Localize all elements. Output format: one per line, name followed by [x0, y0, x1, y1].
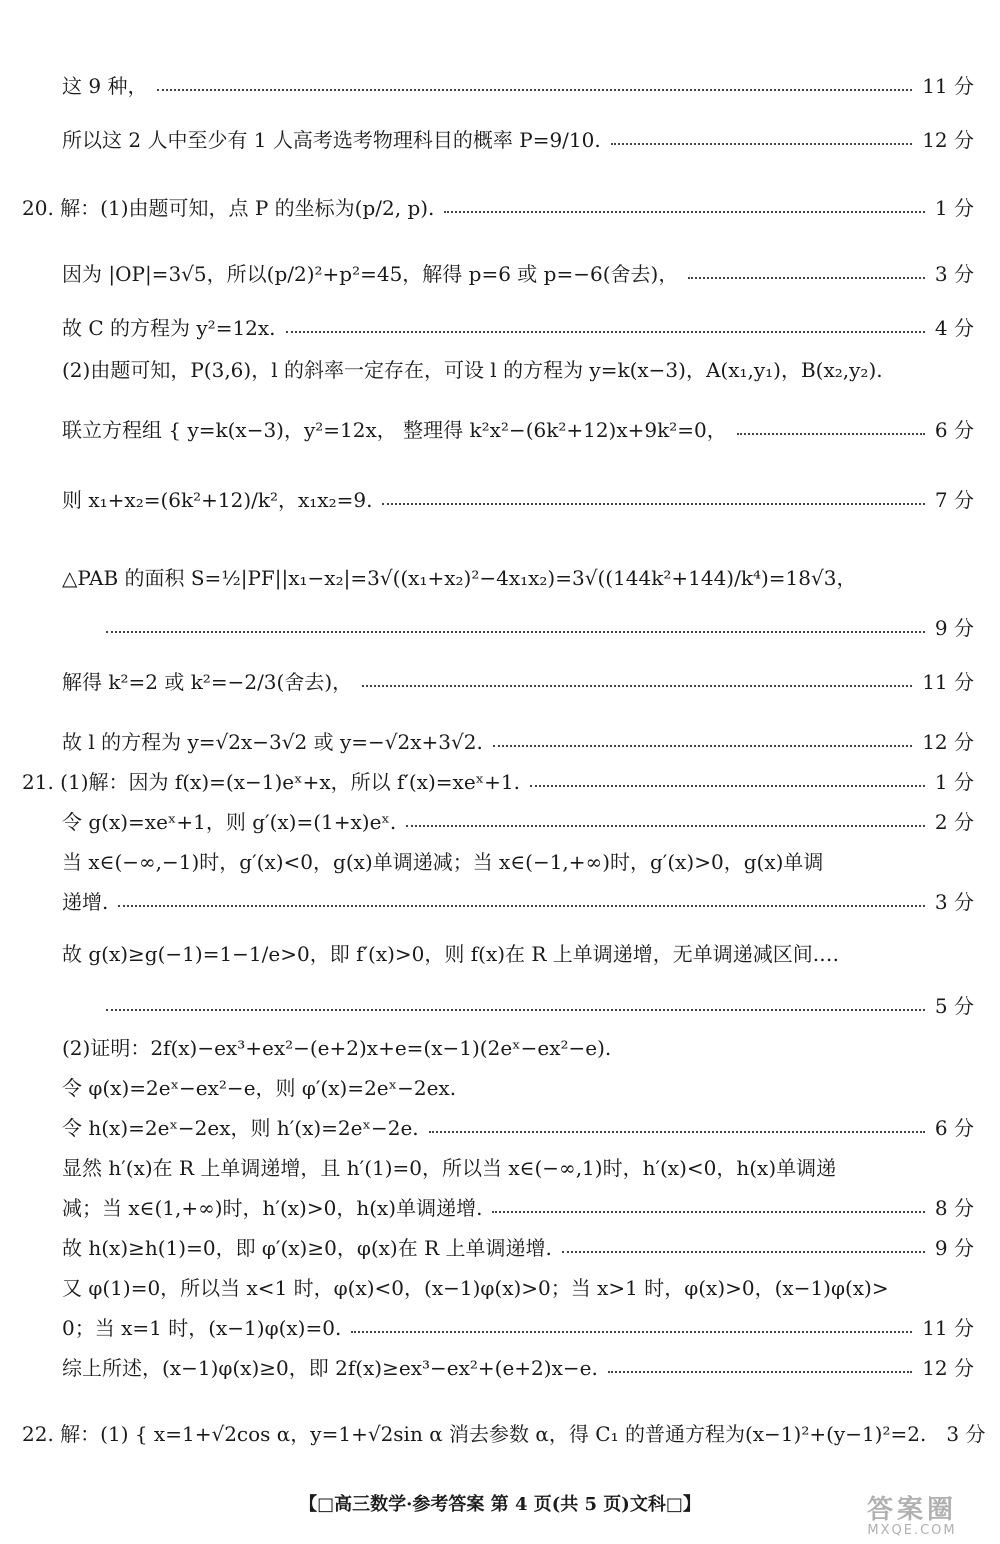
score: 1 分 [934, 196, 974, 220]
solution-line-7: 联立方程组 { y=k(x−3)，y²=12x， 整理得 k²x²−(6k²+12)x+9k²=0， 6 分 [62, 418, 974, 442]
score: 3 分 [934, 262, 974, 286]
solution-line-24: 故 h(x)≥h(1)=0，即 φ′(x)≥0，φ(x)在 R 上单调递增. 9 分 [62, 1236, 974, 1260]
solution-line-4: 因为 |OP|=3√5，所以(p/2)²+p²=45，解得 p=6 或 p=−6(舍去)， 3 分 [62, 262, 974, 286]
solution-line-9: △PAB 的面积 S=½|PF||x₁−x₂|=3√((x₁+x₂)²−4x₁x₂)=3√((144k²+144)/k⁴)=18√3， [62, 566, 857, 590]
score: 11 分 [922, 670, 974, 694]
solution-line-20: 令 φ(x)=2eˣ−ex²−e，则 φ′(x)=2eˣ−2ex. [62, 1076, 457, 1100]
solution-line-14: 令 g(x)=xeˣ+1，则 g′(x)=(1+x)eˣ. 2 分 [62, 810, 974, 834]
score: 5 分 [934, 994, 974, 1018]
solution-line-13: 21. (1)解：因为 f(x)=(x−1)eˣ+x，所以 f′(x)=xeˣ+1. 1 分 [22, 770, 974, 794]
score: 12 分 [922, 128, 974, 152]
score: 9 分 [934, 1236, 974, 1260]
score: 7 分 [934, 488, 974, 512]
score: 6 分 [934, 1116, 974, 1140]
score: 12 分 [922, 730, 974, 754]
solution-line-23: 减；当 x∈(1,+∞)时，h′(x)>0，h(x)单调递增. 8 分 [62, 1196, 974, 1220]
solution-line-27: 综上所述，(x−1)φ(x)≥0，即 2f(x)≥ex³−ex²+(e+2)x−e. 12 分 [62, 1356, 974, 1380]
solution-line-18 [62, 994, 974, 1019]
score: 3 分 [946, 1422, 986, 1446]
score: 1 分 [934, 770, 974, 794]
solution-line-17: 故 g(x)≥g(−1)=1−1/e>0，即 f′(x)>0，则 f(x)在 R 上单调递增，无单调递减区间.… [62, 942, 840, 966]
score: 8 分 [934, 1196, 974, 1220]
score: 11 分 [922, 1316, 974, 1340]
page-footer: 【□高三数学·参考答案 第 4 页(共 5 页)文科□】 [299, 1494, 701, 1515]
solution-line-12: 故 l 的方程为 y=√2x−3√2 或 y=−√2x+3√2. 12 分 [62, 730, 974, 754]
score: 6 分 [934, 418, 974, 442]
solution-line-15: 当 x∈(−∞,−1)时，g′(x)<0，g(x)单调递减；当 x∈(−1,+∞)时，g′(x)>0，g(x)单调 [62, 850, 824, 874]
solution-line-5: 故 C 的方程为 y²=12x. 4 分 [62, 316, 974, 340]
score: 11 分 [922, 74, 974, 98]
score: 4 分 [934, 316, 974, 340]
solution-line-25: 又 φ(1)=0，所以当 x<1 时，φ(x)<0，(x−1)φ(x)>0；当 x>1 时，φ(x)>0，(x−1)φ(x)> [62, 1276, 889, 1300]
solution-line-11: 解得 k²=2 或 k²=−2/3(舍去)， 11 分 [62, 670, 974, 694]
solution-line-1: 这 9 种， 11 分 [62, 74, 974, 98]
watermark-logo: 答案圈 MXQE.COM [866, 1495, 957, 1538]
solution-line-8: 则 x₁+x₂=(6k²+12)/k²，x₁x₂=9. 7 分 [62, 488, 974, 512]
solution-line-22: 显然 h′(x)在 R 上单调递增，且 h′(1)=0，所以当 x∈(−∞,1)时，h′(x)<0，h(x)单调递 [62, 1156, 837, 1180]
score: 2 分 [934, 810, 974, 834]
score: 3 分 [934, 890, 974, 914]
solution-line-26: 0；当 x=1 时，(x−1)φ(x)=0. 11 分 [62, 1316, 974, 1340]
solution-line-3: 20. 解：(1)由题可知，点 P 的坐标为(p/2, p). 1 分 [22, 196, 974, 220]
score: 12 分 [922, 1356, 974, 1380]
solution-line-21: 令 h(x)=2eˣ−2ex，则 h′(x)=2eˣ−2e. 6 分 [62, 1116, 974, 1140]
solution-line-16: 递增. 3 分 [62, 890, 974, 914]
solution-line-6: (2)由题可知，P(3,6)，l 的斜率一定存在，可设 l 的方程为 y=k(x−3)，A(x₁,y₁)，B(x₂,y₂). [62, 358, 883, 382]
solution-line-10 [62, 616, 974, 641]
solution-line-28: 22. 解：(1) { x=1+√2cos α，y=1+√2sin α 消去参数 α，得 C₁ 的普通方程为(x−1)²+(y−1)²=2. 3 分 [22, 1422, 986, 1446]
score: 9 分 [934, 616, 974, 640]
solution-line-19: (2)证明：2f(x)−ex³+ex²−(e+2)x+e=(x−1)(2eˣ−ex²−e). [62, 1036, 612, 1060]
solution-line-2: 所以这 2 人中至少有 1 人高考选考物理科目的概率 P=9/10. 12 分 [62, 128, 974, 152]
